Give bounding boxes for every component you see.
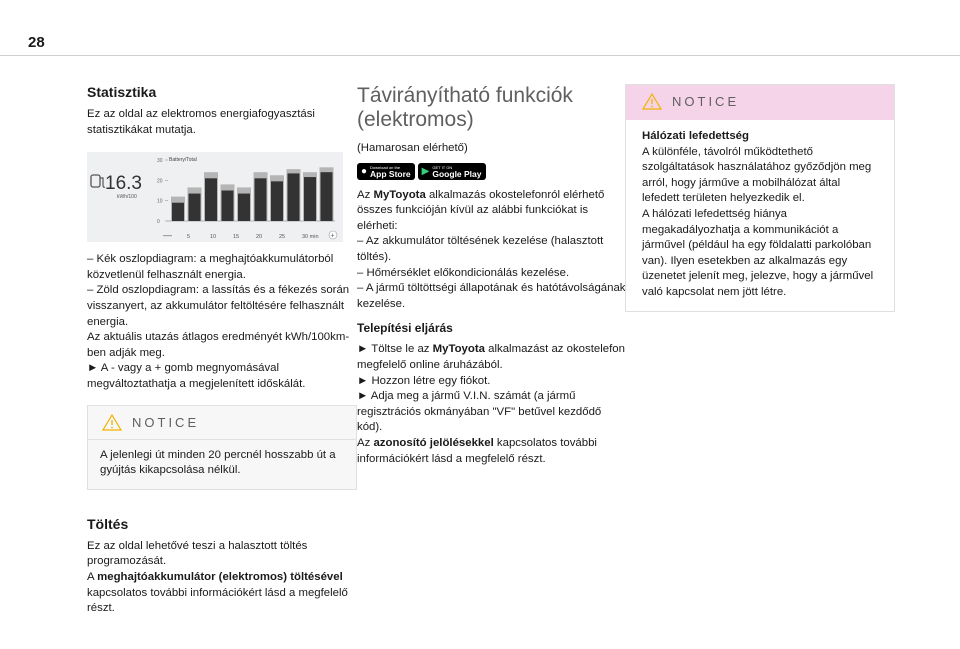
app-intro xyxy=(357,188,627,235)
text-run-bold: azonosító jelölésekkel xyxy=(373,436,494,449)
y-tick-label: 30 xyxy=(157,158,163,165)
text-run: alkalmazás okostelefonról elérhető összes funkcióján kívül az alábbi funkciókat is elérheti: xyxy=(357,188,605,232)
plus-button-label: + xyxy=(330,232,335,240)
header-rule xyxy=(0,55,960,56)
stats-line: ► A - vagy a + gomb megnyomásával megváltoztathatja a megjelenített időskálát. xyxy=(87,362,306,390)
charging-paragraph-1: Ez az oldal lehetővé teszi a halasztott töltés programozását. xyxy=(87,539,308,568)
badge-big-text: Google Play xyxy=(432,169,482,180)
text-run-bold: meghajtóakkumulátor (elektromos) töltésével xyxy=(97,570,343,583)
remote-functions-heading: Távirányítható funkciók (elektromos) xyxy=(357,84,573,131)
badge-small-text: GET IT ON xyxy=(432,165,453,171)
stats-line: – Zöld oszlopdiagram: a lassítás és a fékezés során visszanyert, az akkumulátor feltöltésére felhasznált energia. xyxy=(87,284,350,328)
notice-body xyxy=(626,120,894,311)
installation-heading: Telepítési eljárás xyxy=(357,321,453,336)
text-run-bold: MyToyota xyxy=(373,188,426,201)
availability-note: (Hamarosan elérhető) xyxy=(357,142,468,154)
text-run: Az xyxy=(357,188,374,201)
x-tick-label: 15 xyxy=(233,234,240,241)
warning-triangle-icon xyxy=(642,93,662,110)
stats-line: – Kék oszlopdiagram: a meghajtóakkumulátorból közvetlenül felhasznált energia. xyxy=(87,253,334,281)
notice-header xyxy=(88,406,356,439)
charging-paragraph-2 xyxy=(87,570,357,617)
text-run: Az xyxy=(357,436,374,449)
feature-list-item: – A jármű töltöttségi állapotának és hatótávolságának kezelése. xyxy=(357,282,626,310)
badge-small-text: Download on the xyxy=(370,165,401,171)
statistics-chart-svg xyxy=(87,152,343,242)
play-icon: ▶ xyxy=(421,165,430,177)
statistics-chart xyxy=(87,152,343,242)
app-store-badge[interactable] xyxy=(357,163,415,180)
fuel-pump-icon xyxy=(91,175,105,187)
chart-bar-battery xyxy=(172,203,184,221)
column-remote-functions xyxy=(357,84,627,467)
chart-bar-battery xyxy=(288,174,300,222)
text-run: kapcsolatos további információkért lásd a megfelelő részt. xyxy=(357,436,597,465)
notice-text: A különféle, távolról működtethető szolgáltatások használatához győződjön meg arról, hogy járműve a mobilhálózat által lefedett területen helyezkedik el. A hálózati lefedettség hiánya megakadályozhatja a kommunikációt a járművel (például ha egy földalatti parkolóban van). Ilyen esetekben az alkalmazás egy üzenetet jelenít meg, jelezve, hogy a járművel való kapcsolat nem jött létre. xyxy=(642,145,874,298)
apple-icon: ● xyxy=(361,165,368,177)
y-tick-label: 10 xyxy=(157,198,163,205)
chart-bar-battery xyxy=(238,194,250,221)
column-network-notice xyxy=(625,84,895,312)
x-tick-label: 30 min xyxy=(302,234,319,241)
statistics-intro: Ez az oldal az elektromos energiafogyasztási statisztikákat mutatja. xyxy=(87,108,315,136)
notice-body xyxy=(88,439,356,489)
chart-bar-battery xyxy=(255,178,267,221)
statistics-heading: Statisztika xyxy=(87,84,157,100)
page-number: 28 xyxy=(28,34,45,51)
chart-bar-battery xyxy=(222,191,234,222)
store-badges xyxy=(357,163,627,180)
notice-subheading: Hálózati lefedettség xyxy=(642,130,749,142)
statistics-lines xyxy=(87,252,357,392)
text-run: kapcsolatos további információkért lásd a megfelelő részt. xyxy=(87,586,348,615)
notice-box xyxy=(87,405,357,490)
text-run: A xyxy=(87,570,98,583)
text-run: alkalmazást az okostelefon megfelelő online áruházából. xyxy=(357,343,625,371)
x-tick-label: 25 xyxy=(279,234,286,241)
x-tick-label: 5 xyxy=(187,234,191,241)
column-statistics xyxy=(87,84,357,617)
feature-list-item: – Hőmérséklet előkondicionálás kezelése. xyxy=(357,266,570,279)
badge-big-text: App Store xyxy=(370,169,411,180)
google-play-badge[interactable] xyxy=(418,163,486,180)
chart-legend: Battery/Total xyxy=(169,157,197,164)
stats-line: Az aktuális utazás átlagos eredményét kWh/100km-ben adják meg. xyxy=(87,331,350,359)
x-tick-label: 20 xyxy=(256,234,263,241)
notice-title: NOTICE xyxy=(132,414,200,430)
minus-button[interactable]: — xyxy=(163,230,172,241)
install-step xyxy=(357,342,627,373)
x-tick-label: 10 xyxy=(210,234,217,241)
chart-bar-battery xyxy=(304,177,316,221)
chart-bar-battery xyxy=(271,182,283,222)
network-notice-box xyxy=(625,84,895,312)
charging-heading: Töltés xyxy=(87,515,129,532)
chart-bar-battery xyxy=(321,172,333,221)
readout-value: 16.3 xyxy=(105,173,142,195)
install-step xyxy=(357,436,627,467)
readout-unit: kWh/100 xyxy=(117,194,137,201)
y-tick-label: 0 xyxy=(157,219,160,226)
notice-header xyxy=(626,85,894,120)
y-tick-label: 20 xyxy=(157,178,163,185)
notice-title: NOTICE xyxy=(672,94,740,109)
text-run: ► Töltse le az xyxy=(357,343,433,356)
install-step: ► Adja meg a jármű V.I.N. számát (a jármű regisztrációs okmányában "VF" betűvel kezdődő kód). xyxy=(357,390,602,434)
feature-list-item: – Az akkumulátor töltésének kezelése (halasztott töltés). xyxy=(357,235,604,263)
chart-bar-battery xyxy=(205,178,217,221)
text-run-bold: MyToyota xyxy=(432,343,485,356)
install-step: ► Hozzon létre egy fiókot. xyxy=(357,374,491,387)
chart-bar-battery xyxy=(189,194,201,221)
notice-text: A jelenlegi út minden 20 percnél hosszabb út a gyújtás kikapcsolása nélkül. xyxy=(100,448,336,477)
warning-triangle-icon xyxy=(102,414,122,431)
